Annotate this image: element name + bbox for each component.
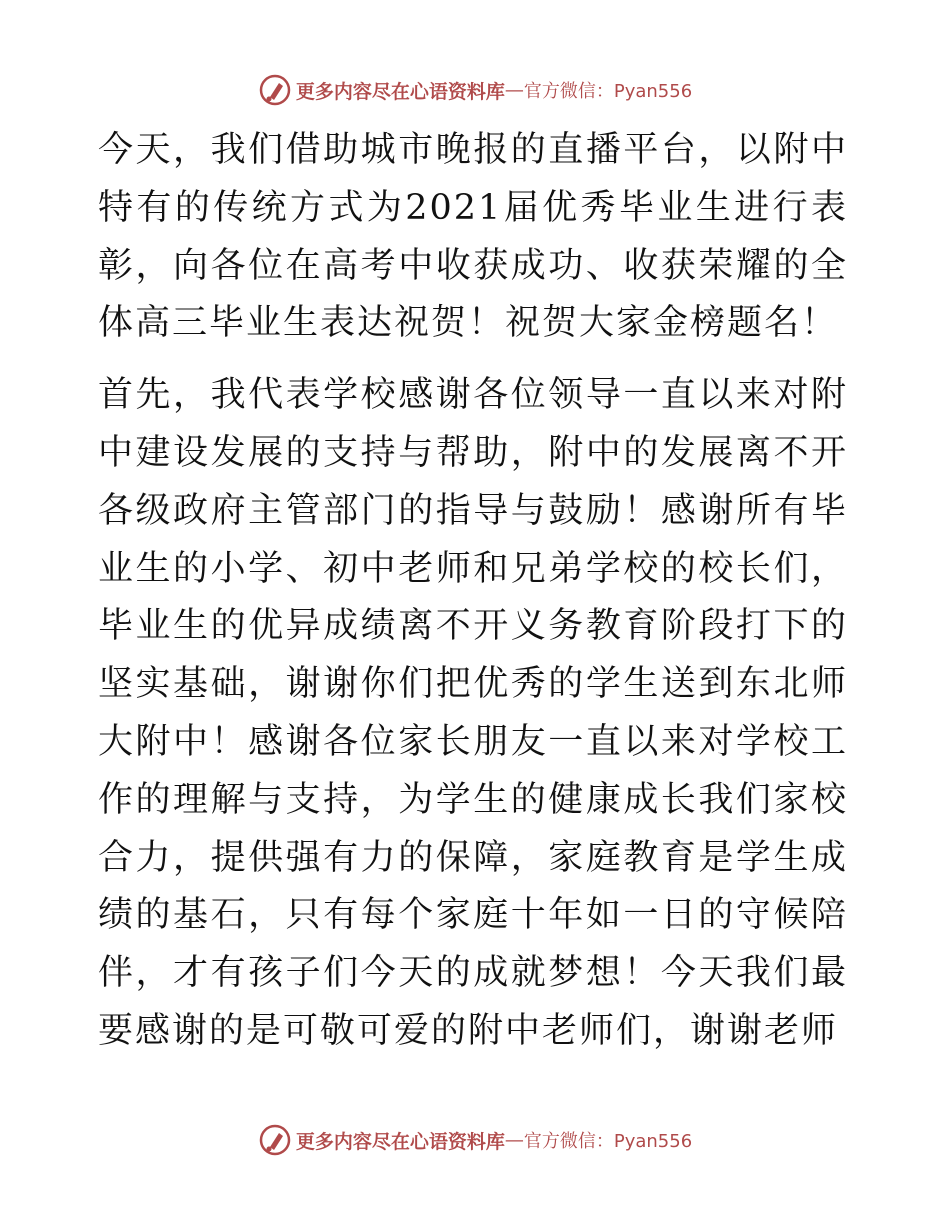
document-body (98, 122, 848, 1061)
header-banner-separator: — (504, 79, 524, 101)
pen-nib-circle-icon (258, 73, 292, 107)
header-contact-text: 官方微信：Pyan556 (523, 81, 693, 102)
footer-contact-text: 官方微信：Pyan556 (523, 1131, 693, 1152)
paragraph-1: 今天，我们借助城市晚报的直播平台，以附中特有的传统方式为2021届优秀毕业生进行表彰，向各位在高考中收获成功、收获荣耀的全体高三毕业生表达祝贺！祝贺大家金榜题名！ (98, 130, 848, 344)
header-banner-text: 更多内容尽在心语资料库 (295, 80, 505, 103)
footer-banner (0, 1120, 950, 1160)
pen-nib-circle-icon (258, 1123, 292, 1157)
paragraph-2: 首先，我代表学校感谢各位领导一直以来对附中建设发展的支持与帮助，附中的发展离不开各级政府主管部门的指导与鼓励！感谢所有毕业生的小学、初中老师和兄弟学校的校长们，毕业生的优异成绩离不开义务教育阶段打下的坚实基础，谢谢你们把优秀的学生送到东北师大附中！感谢各位家长朋友一直以来对学校工作的理解与支持，为学生的健康成长我们家校合力，提供强有力的保障，家庭教育是学生成绩的基石，只有每个家庭十年如一日的守候陪伴，才有孩子们今天的成就梦想！今天我们最要感谢的是可敬可爱的附中老师们，谢谢老师 (98, 375, 848, 1051)
header-banner (0, 70, 950, 110)
footer-banner-text: 更多内容尽在心语资料库 (295, 1130, 505, 1153)
footer-banner-separator: — (504, 1129, 524, 1151)
